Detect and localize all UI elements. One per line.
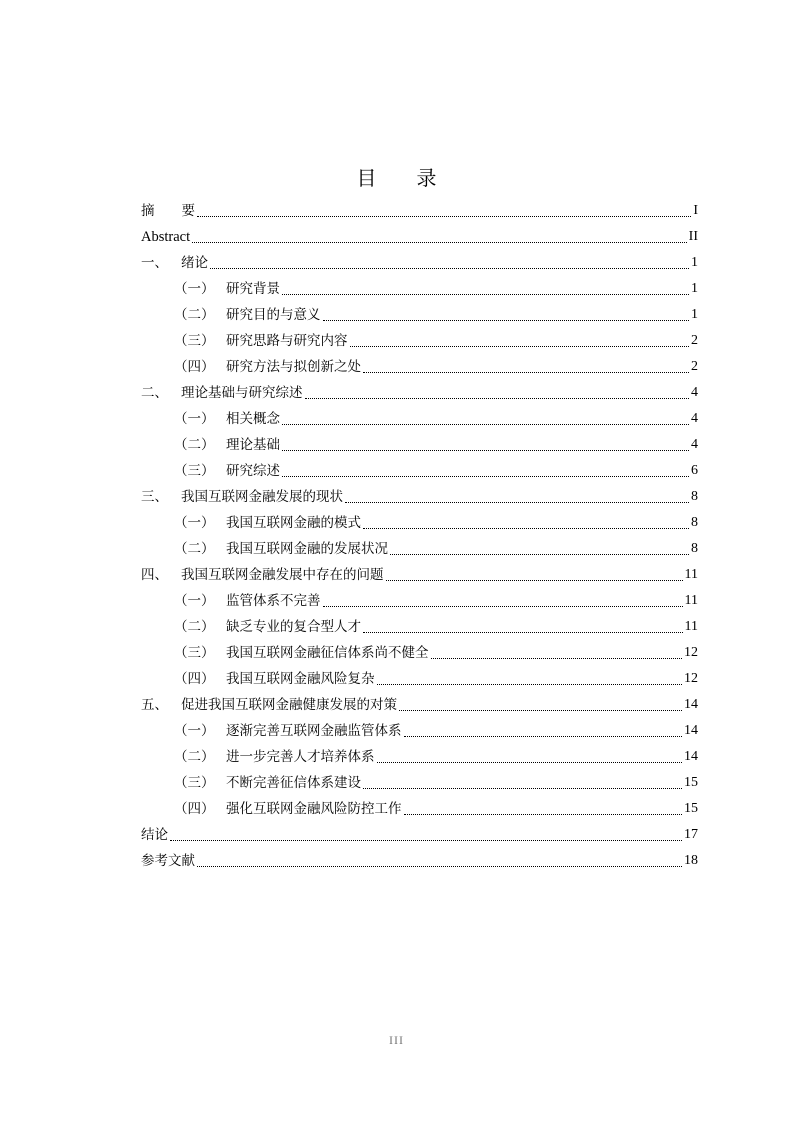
toc-number: （一） xyxy=(174,593,215,609)
dot-leader xyxy=(399,710,682,711)
toc-label: 研究思路与研究内容 xyxy=(226,333,348,349)
toc-number: （四） xyxy=(174,359,215,375)
toc-entry[interactable] xyxy=(141,328,698,354)
toc-entry[interactable] xyxy=(141,432,698,458)
footer-page-number: III xyxy=(389,1033,404,1047)
toc-page-number: 15 xyxy=(684,775,698,790)
toc-label: 我国互联网金融发展中存在的问题 xyxy=(181,567,384,583)
toc-label: 研究背景 xyxy=(226,281,280,297)
toc-number: 三、 xyxy=(141,489,168,505)
toc-entry[interactable] xyxy=(141,848,698,874)
toc-entry[interactable] xyxy=(141,588,698,614)
toc-page-number: 11 xyxy=(684,619,698,634)
toc-page-number: 1 xyxy=(691,307,698,322)
toc-number: （一） xyxy=(174,411,215,427)
toc-label: 相关概念 xyxy=(226,411,280,427)
toc-label: 理论基础 xyxy=(226,437,280,453)
toc-number: （三） xyxy=(174,463,215,479)
toc-label: 摘 要 xyxy=(141,203,195,219)
toc-page-number: 11 xyxy=(684,593,698,608)
toc-entry[interactable] xyxy=(141,744,698,770)
toc-entry[interactable] xyxy=(141,224,698,250)
dot-leader xyxy=(377,762,683,763)
dot-leader xyxy=(363,788,682,789)
dot-leader xyxy=(390,554,689,555)
toc-label: 绪论 xyxy=(181,255,208,271)
toc-number: （一） xyxy=(174,723,215,739)
toc-label: 进一步完善人才培养体系 xyxy=(226,749,375,765)
toc-entry[interactable] xyxy=(141,562,698,588)
dot-leader xyxy=(377,684,683,685)
toc-number: （一） xyxy=(174,281,215,297)
dot-leader xyxy=(210,268,689,269)
toc-page-number: I xyxy=(693,203,698,218)
dot-leader xyxy=(431,658,683,659)
toc-label: 我国互联网金融发展的现状 xyxy=(181,489,343,505)
dot-leader xyxy=(305,398,690,399)
toc-entry[interactable] xyxy=(141,458,698,484)
toc-label: 结论 xyxy=(141,827,168,843)
toc-page-number: 2 xyxy=(691,359,698,374)
dot-leader xyxy=(323,606,683,607)
toc-number: （二） xyxy=(174,307,215,323)
toc-label: 我国互联网金融的模式 xyxy=(226,515,361,531)
toc-page-number: 12 xyxy=(684,671,698,686)
toc-number: （三） xyxy=(174,333,215,349)
dot-leader xyxy=(197,216,691,217)
toc-page-number: 14 xyxy=(684,723,698,738)
table-of-contents xyxy=(141,198,698,874)
toc-number: （一） xyxy=(174,515,215,531)
toc-label: 强化互联网金融风险防控工作 xyxy=(226,801,402,817)
toc-number: （三） xyxy=(174,775,215,791)
toc-page-number: 6 xyxy=(691,463,698,478)
toc-entry[interactable] xyxy=(141,666,698,692)
page-title: 目 录 xyxy=(356,166,437,190)
toc-entry[interactable] xyxy=(141,198,698,224)
toc-entry[interactable] xyxy=(141,276,698,302)
toc-page-number: 8 xyxy=(691,515,698,530)
toc-entry[interactable] xyxy=(141,380,698,406)
toc-page-number: 15 xyxy=(684,801,698,816)
toc-number: （二） xyxy=(174,541,215,557)
toc-entry[interactable] xyxy=(141,484,698,510)
dot-leader xyxy=(363,372,689,373)
dot-leader xyxy=(363,632,683,633)
toc-number: （二） xyxy=(174,619,215,635)
toc-page-number: 4 xyxy=(691,411,698,426)
toc-page-number: 1 xyxy=(691,255,698,270)
toc-page-number: II xyxy=(688,229,698,244)
dot-leader xyxy=(345,502,689,503)
toc-label: 我国互联网金融的发展状况 xyxy=(226,541,388,557)
dot-leader xyxy=(323,320,690,321)
toc-label: 参考文献 xyxy=(141,853,195,869)
dot-leader xyxy=(363,528,689,529)
toc-page-number: 8 xyxy=(691,489,698,504)
toc-page-number: 17 xyxy=(684,827,698,842)
toc-page-number: 4 xyxy=(691,437,698,452)
toc-entry[interactable] xyxy=(141,770,698,796)
toc-number: 一、 xyxy=(141,255,168,271)
toc-entry[interactable] xyxy=(141,822,698,848)
dot-leader xyxy=(170,840,682,841)
toc-page-number: 4 xyxy=(691,385,698,400)
toc-label: 缺乏专业的复合型人才 xyxy=(226,619,361,635)
toc-page-number: 1 xyxy=(691,281,698,296)
toc-number: （二） xyxy=(174,437,215,453)
toc-number: 五、 xyxy=(141,697,168,713)
toc-entry[interactable] xyxy=(141,536,698,562)
toc-label: 不断完善征信体系建设 xyxy=(226,775,361,791)
toc-number: （三） xyxy=(174,645,215,661)
toc-number: 四、 xyxy=(141,567,168,583)
toc-number: （四） xyxy=(174,671,215,687)
dot-leader xyxy=(282,424,689,425)
dot-leader xyxy=(282,450,689,451)
toc-entry[interactable] xyxy=(141,302,698,328)
toc-label: 逐渐完善互联网金融监管体系 xyxy=(226,723,402,739)
dot-leader xyxy=(350,346,690,347)
toc-entry[interactable] xyxy=(141,406,698,432)
toc-entry[interactable] xyxy=(141,718,698,744)
toc-page-number: 12 xyxy=(684,645,698,660)
toc-entry[interactable] xyxy=(141,250,698,276)
toc-label: Abstract xyxy=(141,229,191,245)
toc-entry[interactable] xyxy=(141,796,698,822)
toc-label: 监管体系不完善 xyxy=(226,593,321,609)
toc-number: （四） xyxy=(174,801,215,817)
toc-entry[interactable] xyxy=(141,640,698,666)
toc-page-number: 11 xyxy=(684,567,698,582)
dot-leader xyxy=(192,242,687,243)
toc-page-number: 8 xyxy=(691,541,698,556)
toc-page-number: 14 xyxy=(684,749,698,764)
toc-label: 研究综述 xyxy=(226,463,280,479)
toc-label: 促进我国互联网金融健康发展的对策 xyxy=(181,697,397,713)
toc-label: 我国互联网金融征信体系尚不健全 xyxy=(226,645,429,661)
dot-leader xyxy=(404,814,683,815)
toc-entry[interactable] xyxy=(141,692,698,718)
dot-leader xyxy=(386,580,683,581)
toc-label: 研究目的与意义 xyxy=(226,307,321,323)
toc-number: （二） xyxy=(174,749,215,765)
toc-page-number: 2 xyxy=(691,333,698,348)
toc-label: 我国互联网金融风险复杂 xyxy=(226,671,375,687)
dot-leader xyxy=(404,736,683,737)
dot-leader xyxy=(197,866,682,867)
toc-entry[interactable] xyxy=(141,510,698,536)
toc-entry[interactable] xyxy=(141,354,698,380)
toc-label: 理论基础与研究综述 xyxy=(181,385,303,401)
toc-entry[interactable] xyxy=(141,614,698,640)
toc-label: 研究方法与拟创新之处 xyxy=(226,359,361,375)
toc-page-number: 18 xyxy=(684,853,698,868)
dot-leader xyxy=(282,294,689,295)
toc-number: 二、 xyxy=(141,385,168,401)
toc-page-number: 14 xyxy=(684,697,698,712)
dot-leader xyxy=(282,476,689,477)
